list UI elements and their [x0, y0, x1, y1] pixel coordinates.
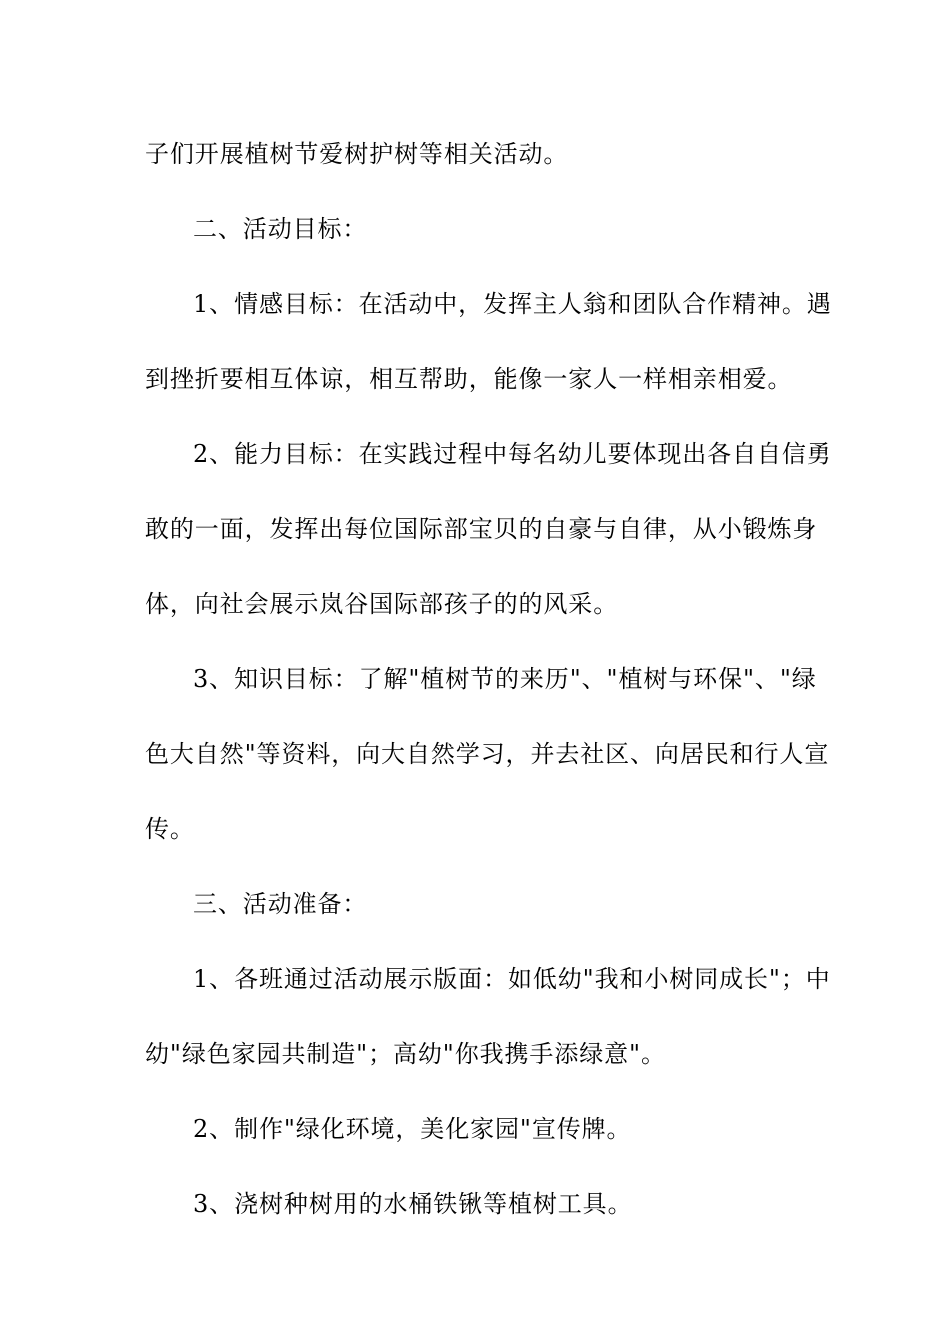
ability-goal-line-1: 2、能力目标：在实践过程中每名幼儿要体现出各自自信勇 [193, 440, 832, 468]
preparation-item-1-line-1: 1、各班通过活动展示版面：如低幼"我和小树同成长"；中 [193, 965, 831, 993]
ability-goal-line-2: 敢的一面，发挥出每位国际部宝贝的自豪与自律，从小锻炼身 [145, 515, 818, 543]
emotional-goal-line-1: 1、情感目标：在活动中，发挥主人翁和团队合作精神。遇 [193, 290, 832, 318]
preparation-item-1-line-2: 幼"绿色家园共制造"；高幼"你我携手添绿意"。 [145, 1040, 666, 1068]
ability-goal-line-3: 体，向社会展示岚谷国际部孩子的的风采。 [145, 590, 619, 618]
section-heading-preparation: 三、活动准备： [193, 890, 368, 918]
knowledge-goal-line-3: 传。 [145, 815, 195, 843]
knowledge-goal-line-1: 3、知识目标：了解"植树节的来历"、"植树与环保"、"绿 [193, 665, 817, 693]
emotional-goal-line-2: 到挫折要相互体谅，相互帮助，能像一家人一样相亲相爱。 [145, 365, 793, 393]
section-heading-goals: 二、活动目标： [193, 215, 368, 243]
paragraph-continuation-line: 子们开展植树节爱树护树等相关活动。 [145, 140, 569, 168]
preparation-item-3: 3、浇树种树用的水桶铁锹等植树工具。 [193, 1190, 633, 1218]
knowledge-goal-line-2: 色大自然"等资料，向大自然学习，并去社区、向居民和行人宣 [145, 740, 830, 768]
preparation-item-2: 2、制作"绿化环境，美化家园"宣传牌。 [193, 1115, 632, 1143]
